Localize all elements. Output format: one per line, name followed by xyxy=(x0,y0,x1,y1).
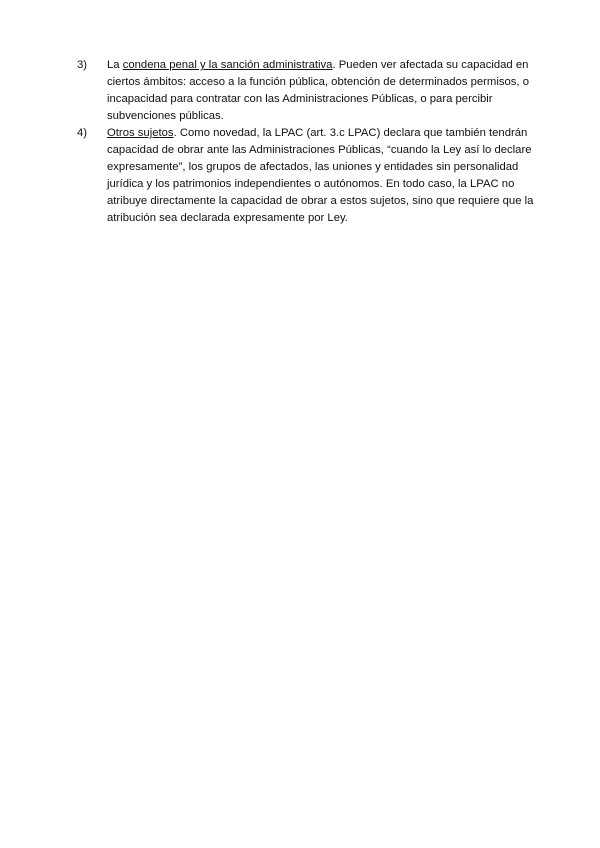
list-marker: 3) xyxy=(77,59,88,71)
text-line: jurídica y los patrimonios independientes o autónomos. En todo caso, la LPAC no xyxy=(107,178,515,190)
inline-text: La xyxy=(107,59,123,71)
text-line: expresamente”, los grupos de afectados, las uniones y entidades sin personalidad xyxy=(107,161,519,173)
text-line: subvenciones públicas. xyxy=(107,110,224,122)
list-item-text xyxy=(107,57,528,74)
list-marker: 4) xyxy=(77,127,88,139)
text-line: atribuye directamente la capacidad de obrar a estos sujetos, sino que requiere que la xyxy=(107,195,534,207)
text-line: capacidad de obrar ante las Administraciones Públicas, “cuando la Ley así lo declare xyxy=(107,144,532,156)
text-line: atribución sea declarada expresamente por Ley. xyxy=(107,212,348,224)
list-item-text xyxy=(107,125,527,142)
inline-text: . Pueden ver afectada su capacidad en xyxy=(332,59,529,71)
inline-text: . Como novedad, la LPAC (art. 3.c LPAC) declara que también tendrán xyxy=(173,127,528,139)
text-line: ciertos ámbitos: acceso a la función pública, obtención de determinados permisos, o xyxy=(107,76,529,88)
underlined-term: condena penal y la sanción administrativa xyxy=(122,59,333,71)
underlined-term: Otros sujetos xyxy=(107,127,174,139)
text-line: incapacidad para contratar con las Administraciones Públicas, o para percibir xyxy=(107,93,493,105)
